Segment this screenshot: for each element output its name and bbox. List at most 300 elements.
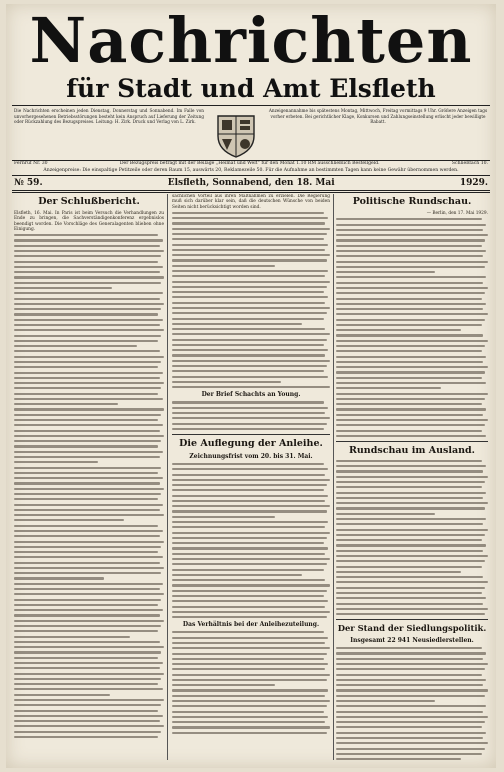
text-line [336,476,488,478]
text-line [172,616,327,618]
text-line [14,456,160,458]
text-line [14,736,158,738]
text-line [172,249,325,251]
text-line [172,547,328,549]
text-line [172,286,327,288]
article-lead: sachlichen Vorteil aus ihren Maßnahmen zu erzielen. Die Regierung muß sich darüber klar sein, daß die deutschen Wünsche von beiden Seiten nicht berücksichtigt worden sind. [172,194,330,210]
text-line [336,486,482,488]
text-line [172,537,327,539]
text-line [336,658,483,660]
text-line [172,695,325,697]
text-line [336,481,485,483]
text-line [14,731,161,733]
text-line [336,435,486,437]
text-line [14,282,161,284]
text-line [336,603,483,605]
text-line [172,600,328,602]
text-line [14,287,112,289]
text-line [336,716,488,718]
text-line [336,592,482,594]
text-line [14,583,163,585]
text-line [14,720,160,722]
text-line [14,266,163,268]
text-line [172,705,327,707]
text-line [336,742,488,744]
text-line [172,244,328,246]
text-line [14,572,161,574]
text-line [336,581,488,583]
subscription-price: Der Bezugspreis beträgt mit der Beilage „Heimat und Welt“ für den Monat 1.10 RM ausschließlich Bestellgeld. [119,161,380,166]
text-line [172,217,328,219]
text-line [336,361,483,363]
text-line [336,298,482,300]
text-line [336,587,485,589]
text-line [14,303,164,305]
text-line [172,526,325,528]
text-line [172,716,328,718]
text-line [336,705,486,707]
text-line [172,505,330,507]
text-line [172,611,330,613]
text-line [336,340,488,342]
text-line [336,518,486,520]
text-line [14,345,137,347]
text-line [14,276,164,278]
column-middle [172,194,330,760]
text-line [172,516,275,518]
column-left [14,194,164,760]
text-line [172,479,330,481]
article-subheading: Insgesamt 22 941 Neusiedlerstellen. [350,637,474,645]
text-line [336,334,483,336]
text-line [14,350,160,352]
text-line [14,361,161,363]
text-line [14,329,164,331]
text-line [336,597,486,599]
text-line [14,556,163,558]
text-line [14,319,163,321]
text-line [14,593,164,595]
article-body [172,212,330,388]
article-dateline: — Berlin, den 17. Mai 1929. [426,211,488,216]
text-line [172,484,327,486]
issue-year: 1929. [459,178,488,188]
text-line [172,417,330,419]
text-line [14,530,163,532]
coat-of-arms-icon [212,112,260,158]
text-line [14,234,158,236]
phone-number: Fernruf Nr. 30 [14,161,48,166]
text-line [336,726,482,728]
text-line [14,356,164,358]
text-line [172,312,327,314]
text-line [14,271,160,273]
text-line [336,674,482,676]
text-line [172,344,324,346]
text-line [14,340,158,342]
text-line [336,695,485,697]
article-body [172,463,330,618]
column-rule [333,194,334,760]
text-line [14,678,161,680]
text-line [336,502,488,504]
text-line [14,704,161,706]
text-line [14,498,158,500]
text-line [14,567,164,569]
text-line [172,381,281,383]
text-line [14,403,118,405]
text-line [336,652,486,654]
text-line [14,599,161,601]
text-line [14,419,158,421]
text-line [336,308,483,310]
text-line [336,460,482,462]
text-line [14,377,160,379]
text-line [14,609,163,611]
text-line [172,631,324,633]
text-line [336,329,461,331]
text-line [172,339,327,341]
text-line [172,291,324,293]
text-line [14,614,160,616]
text-line [336,689,488,691]
dateline [14,177,488,189]
text-line [14,445,158,447]
text-line [14,646,164,648]
text-line [336,234,488,236]
text-line [336,292,485,294]
text-line [172,711,324,713]
text-line [172,489,324,491]
text-line [172,323,302,325]
text-line [336,366,488,368]
text-line [336,303,486,305]
text-line [172,584,330,586]
text-line [172,689,328,691]
text-line [336,711,483,713]
text-line [14,636,130,638]
article-heading: Die Auflegung der Anleihe. [179,437,323,449]
dateline-double-rule [12,192,490,193]
text-line [336,753,482,755]
column-right [336,194,488,760]
text-line [172,563,327,565]
text-line [336,497,483,499]
text-line [172,510,327,512]
text-line [172,732,327,734]
text-line [172,674,330,676]
text-line [336,534,485,536]
text-line [172,238,324,240]
newspaper-page [6,4,496,768]
text-line [172,463,324,465]
text-line [14,551,158,553]
text-line [172,474,325,476]
text-line [14,372,163,374]
text-line [14,298,160,300]
text-line [336,732,486,734]
text-line [336,266,485,268]
text-line [336,414,483,416]
text-line [172,495,328,497]
column-rule [167,194,168,760]
text-line [336,507,485,509]
text-line [14,335,161,337]
text-line [172,281,330,283]
text-line [172,370,324,372]
text-line [14,493,161,495]
text-line [172,684,275,686]
text-line [14,398,163,400]
text-line [336,560,485,562]
text-line [14,430,160,432]
text-line [172,259,327,261]
text-line [14,313,158,315]
text-line [14,604,158,606]
text-line [14,630,158,632]
text-line [172,365,327,367]
text-line [336,571,461,573]
text-line [14,255,161,257]
text-line [172,376,328,378]
text-line [172,668,325,670]
text-line [336,356,486,358]
text-line [336,684,483,686]
text-line [172,590,327,592]
text-line [14,387,161,389]
text-line [172,647,330,649]
text-line [336,271,435,273]
article-body [336,460,488,615]
advertising-info: Anzeigenannahme bis spätestens Montag, Mittwoch, Freitag vormittags 9 Uhr. Größere Anzeigen tags vorher erbeten. Bei gerichtlicher Klage, Konkursen und Zahlungseinstellung erlischt jeder bewilligte Rabatt. [268,108,488,125]
text-line [172,228,330,230]
text-line [172,606,325,608]
text-line [14,525,158,527]
text-line [336,393,488,395]
text-line [336,424,485,426]
text-line [14,694,110,696]
text-line [336,465,486,467]
text-line [14,239,163,241]
text-line [14,509,160,511]
text-line [172,569,324,571]
text-line [172,401,324,403]
text-line [336,539,482,541]
text-line [336,276,486,278]
text-line [172,521,328,523]
text-line [14,688,163,690]
text-line [336,324,482,326]
text-line [172,302,325,304]
text-line [336,613,485,615]
article-body [14,234,164,738]
article-heading: Politische Rundschau. [352,196,472,207]
text-line [336,513,435,515]
text-line [336,523,483,525]
text-line [14,546,161,548]
text-line [14,651,161,653]
text-line [336,748,485,750]
article-lead: Elsfleth, 16. Mai. In Paris ist beim Versuch die Verhandlungen zu Ende zu bringen, die Sachverständigenkonferenz ergebnislos beendigt worden. Die Vorschläge des Generalagenten blieben ohne Einigung. [14,211,164,232]
text-line [14,535,160,537]
text-line [336,229,483,231]
text-line [172,354,325,356]
text-line [336,663,488,665]
text-line [172,721,325,723]
text-line [336,224,486,226]
text-line [172,642,325,644]
text-line [336,721,485,723]
text-line [14,657,158,659]
section-rule [336,441,488,442]
text-line [14,715,163,717]
text-line [14,414,161,416]
text-line [336,255,483,257]
text-line [172,328,325,330]
text-line [14,382,164,384]
text-line [14,435,164,437]
text-line [336,398,485,400]
text-line [336,377,482,379]
text-line [336,350,482,352]
text-line [14,451,163,453]
publication-info: Die Nachrichten erscheinen jeden Dienstag, Donnerstag und Sonnabend. Im Falle von unvorhergesehenen Betriebsstörungen besteht kein Anspruch auf Lieferung der Zeitung oder Rückzahlung des Bezugspreises. Leitung: H. Zirk. Druck und Verlag von L. Zirk. [14,108,204,125]
text-line [172,307,330,309]
header-rule [12,105,490,106]
text-line [14,504,163,506]
text-line [14,308,161,310]
text-line [336,647,482,649]
article-subheading: Das Verhältnis bei der Anleihezuteilung. [182,621,320,629]
text-line [14,461,98,463]
text-line [336,566,482,568]
text-line [14,541,164,543]
text-line [172,579,325,581]
text-line [172,254,330,256]
text-line [336,313,488,315]
article-heading: Der Stand der Siedlungspolitik. [337,623,487,634]
notice-heading: Der Brief Schachts an Young. [201,391,301,399]
text-line [14,440,161,442]
text-line [336,419,488,421]
text-line [14,482,160,484]
article-body [336,647,488,760]
text-line [14,324,160,326]
text-line [172,423,327,425]
text-line [172,726,330,728]
text-line [14,250,164,252]
section-rule [172,434,330,435]
text-line [172,558,330,560]
text-line [172,233,327,235]
article-heading: Der Schlußbericht. [38,196,140,207]
text-line [14,424,163,426]
text-line [336,371,485,373]
text-line [14,625,161,627]
text-line [336,470,483,472]
text-line [172,500,325,502]
text-line [336,250,486,252]
text-line [14,577,104,579]
text-line [336,555,488,557]
text-line [14,245,160,247]
issue-date: Elsfleth, Sonnabend, den 18. Mai [167,178,335,188]
text-line [14,393,158,395]
text-line [336,319,485,321]
text-line [336,529,488,531]
text-line [336,737,483,739]
text-line [336,679,486,681]
text-line [172,574,302,576]
subscription-bar [14,161,488,166]
text-line [336,239,485,241]
ad-prices: Anzeigenpreise: Die einspaltige Petitzeile oder deren Raum 15, auswärts 20, Reklamezeile 50. Für die Aufnahme an bestimmten Tagen kann keine Gewähr übernommen werden. [43,168,459,173]
text-line [14,725,164,727]
text-line [172,333,330,335]
text-line [172,212,324,214]
text-line [14,261,158,263]
text-line [14,562,160,564]
text-line [336,608,488,610]
text-line [172,349,328,351]
text-line [172,428,324,430]
text-line [336,544,486,546]
text-line [14,662,163,664]
text-line [172,663,328,665]
text-line [172,679,327,681]
text-line [14,472,158,474]
text-line [172,553,325,555]
text-line [14,641,160,643]
text-line [14,488,164,490]
text-line [336,282,483,284]
text-line [14,620,164,622]
text-line [14,467,161,469]
text-line [336,408,486,410]
text-line [14,588,160,590]
text-line [172,270,328,272]
text-line [172,296,328,298]
text-line [172,468,328,470]
text-line [172,700,330,702]
dateline-bottom-rule [12,190,490,191]
text-line [14,683,158,685]
text-line [14,667,160,669]
text-line [336,287,488,289]
issue-number: № 59. [14,178,43,188]
text-line [172,222,325,224]
text-line [336,403,482,405]
post-box: Schließfach 10. [451,161,488,166]
text-line [172,542,324,544]
text-line [14,477,163,479]
text-line [336,382,486,384]
article-heading: Rundschau im Ausland. [349,444,475,456]
text-line [336,668,485,670]
text-line [336,430,482,432]
text-line [336,758,461,760]
text-line [172,532,330,534]
text-line [14,699,164,701]
text-line [336,261,488,263]
text-line [14,292,163,294]
text-line [336,576,483,578]
text-line [14,366,158,368]
text-line [336,345,485,347]
article-subheading: Zeichnungsfrist vom 20. bis 31. Mai. [189,452,313,460]
text-line [336,218,482,220]
text-line [172,386,330,388]
